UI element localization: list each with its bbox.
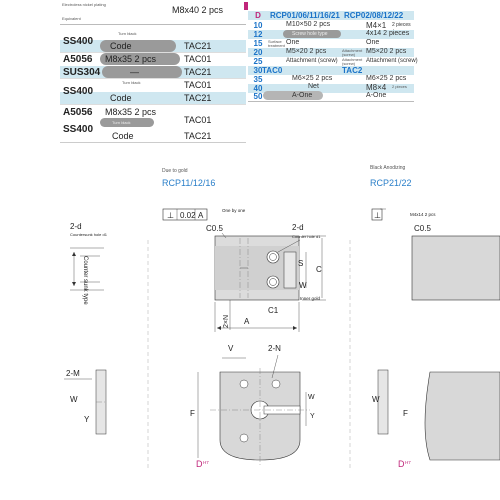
rcp01-cell: M6×25 2 pcs [292,75,333,82]
d-value: 30 [253,66,263,75]
dim-c: C [316,265,322,274]
rcp02-cell: Attachment (screw) [366,58,418,64]
d-value: 15 [253,39,263,48]
bolt-hole [267,276,279,288]
d-value: 35 [253,75,263,84]
col-header-rcp02: RCP02/08/12/22 [344,11,404,20]
d-value: 20 [253,48,263,57]
col-header-rcp01: RCP01/06/11/16/21 [270,11,340,20]
hole-note-right: Counter hole d1 [292,234,321,239]
side-note: Attachment (screw) [342,48,363,57]
detail-cell: — [130,67,139,77]
size-note: M4x14 2 pcs [410,212,436,217]
side-note: Surface treatment [268,39,285,48]
detail-cell: M8x35 2 pcs [105,107,157,117]
note-cell: Turn black [122,80,141,85]
svg-text:⊥: ⊥ [167,211,174,220]
dim-s: S [298,259,304,268]
side-note: 2 pieces [392,84,407,89]
rcp02-cell: 4x14 2 pieces [366,30,410,37]
dim-f-2: F [403,409,408,418]
one-by-one-note: One by one [222,208,246,213]
tol-h7: H7 [203,460,209,465]
d-value: 40 [253,84,263,93]
dim-y-front: Y [310,413,315,420]
header-note-plating: Electroless nickel plating [62,2,106,7]
detail-cell: Code [112,131,134,141]
datum-label: A [198,211,204,220]
dim-w-2: W [372,395,380,404]
part2-front-view [425,372,500,460]
part2-top-view [412,236,500,300]
col-header-d: D [255,11,261,20]
rcp01-cell: Net [308,83,319,90]
d-value: 50 [253,92,263,101]
material-cell: A5056 [63,107,93,118]
rcp02-cell: TAC2 [342,66,363,75]
rcp01-cell: M10×50 2 pcs [286,21,331,28]
chamfer-label: C0.5 [206,224,223,233]
dim-y: Y [84,415,90,424]
tol-h7-2: H7 [405,460,411,465]
dim-2n: 2×N [223,314,230,328]
header-value: M8x40 2 pcs [172,5,224,15]
rcp01-cell: One [286,39,300,46]
inner-gold-note: Inner gold [300,296,321,301]
rcp02-cell: M6×25 2 pcs [366,75,407,82]
detail-cell: Code [110,41,132,51]
code-cell: TAC21 [184,67,212,77]
material-cell: SUS304 [63,67,101,78]
d-value: 10 [253,21,263,30]
rcp02-cell: M5×20 2 pcs [366,48,407,55]
note-cell: Turn black [118,31,137,36]
code-cell: TAC01 [184,54,212,64]
rcp02-note: 2 pieces [392,22,411,28]
hole-label-left: 2-d [70,222,82,231]
code-cell: TAC21 [184,93,212,103]
material-cell: SS400 [63,36,94,47]
detail-cell: M8x35 2 pcs [105,54,157,64]
code-cell: TAC21 [184,131,212,141]
dim-v: V [228,344,234,353]
rcp02-cell: M8×4 [366,83,387,92]
drawing-title: RCP21/22 [370,178,412,188]
rcp01-cell: A-One [292,92,313,99]
dim-d: D [196,459,203,469]
rcp01-cell: M5×20 2 pcs [286,48,327,55]
material-cell: SS400 [63,124,94,135]
rcp01-cell: Screw hole type [292,31,328,37]
side-note: Attachment (screw) [342,57,363,66]
detail-cell: Code [110,93,132,103]
material-cell: SS400 [63,86,94,97]
material-cell: A5056 [63,54,93,65]
chamfer-small: C1 [268,306,279,315]
code-cell: TAC01 [184,80,212,90]
svg-text:⊥: ⊥ [374,211,381,220]
dim-d-2: D [398,459,405,469]
rcp01-cell: Attachment (screw) [286,58,338,64]
d-value: 12 [253,30,263,39]
finish-note: Black Anodizing [370,165,406,171]
code-cell: TAC01 [184,115,212,125]
header-note-equivalent: Equivalent [62,16,81,21]
hole-label-right: 2-d [292,223,304,232]
dim-w-side: W [70,395,78,404]
code-cell: TAC21 [184,41,212,51]
drawing-title: RCP11/12/16 [162,178,216,188]
dim-2n-front: 2-N [268,344,281,353]
finish-note: Due to gold [162,168,188,174]
hole-note-left: Countersunk hole d1 [70,232,107,237]
rcp02-cell: M4×1 [366,21,387,30]
rotated-type-label: Counter sunk type [82,256,88,305]
dim-w-front: W [308,394,315,401]
rcp02-cell: A-One [366,92,387,99]
bolt-hole [267,251,279,263]
rcp02-cell: One [366,39,380,46]
chamfer-label-2: C0.5 [414,224,431,233]
dim-w: W [299,281,307,290]
dim-f: F [190,409,195,418]
d-value: 25 [253,57,263,66]
flatness-value: 0.02 [180,211,196,220]
note-cell: Turn black [112,120,131,125]
rcp01-cell: TAC0 [262,66,283,75]
dim-2m: 2-M [66,369,80,378]
dim-a: A [244,317,250,326]
